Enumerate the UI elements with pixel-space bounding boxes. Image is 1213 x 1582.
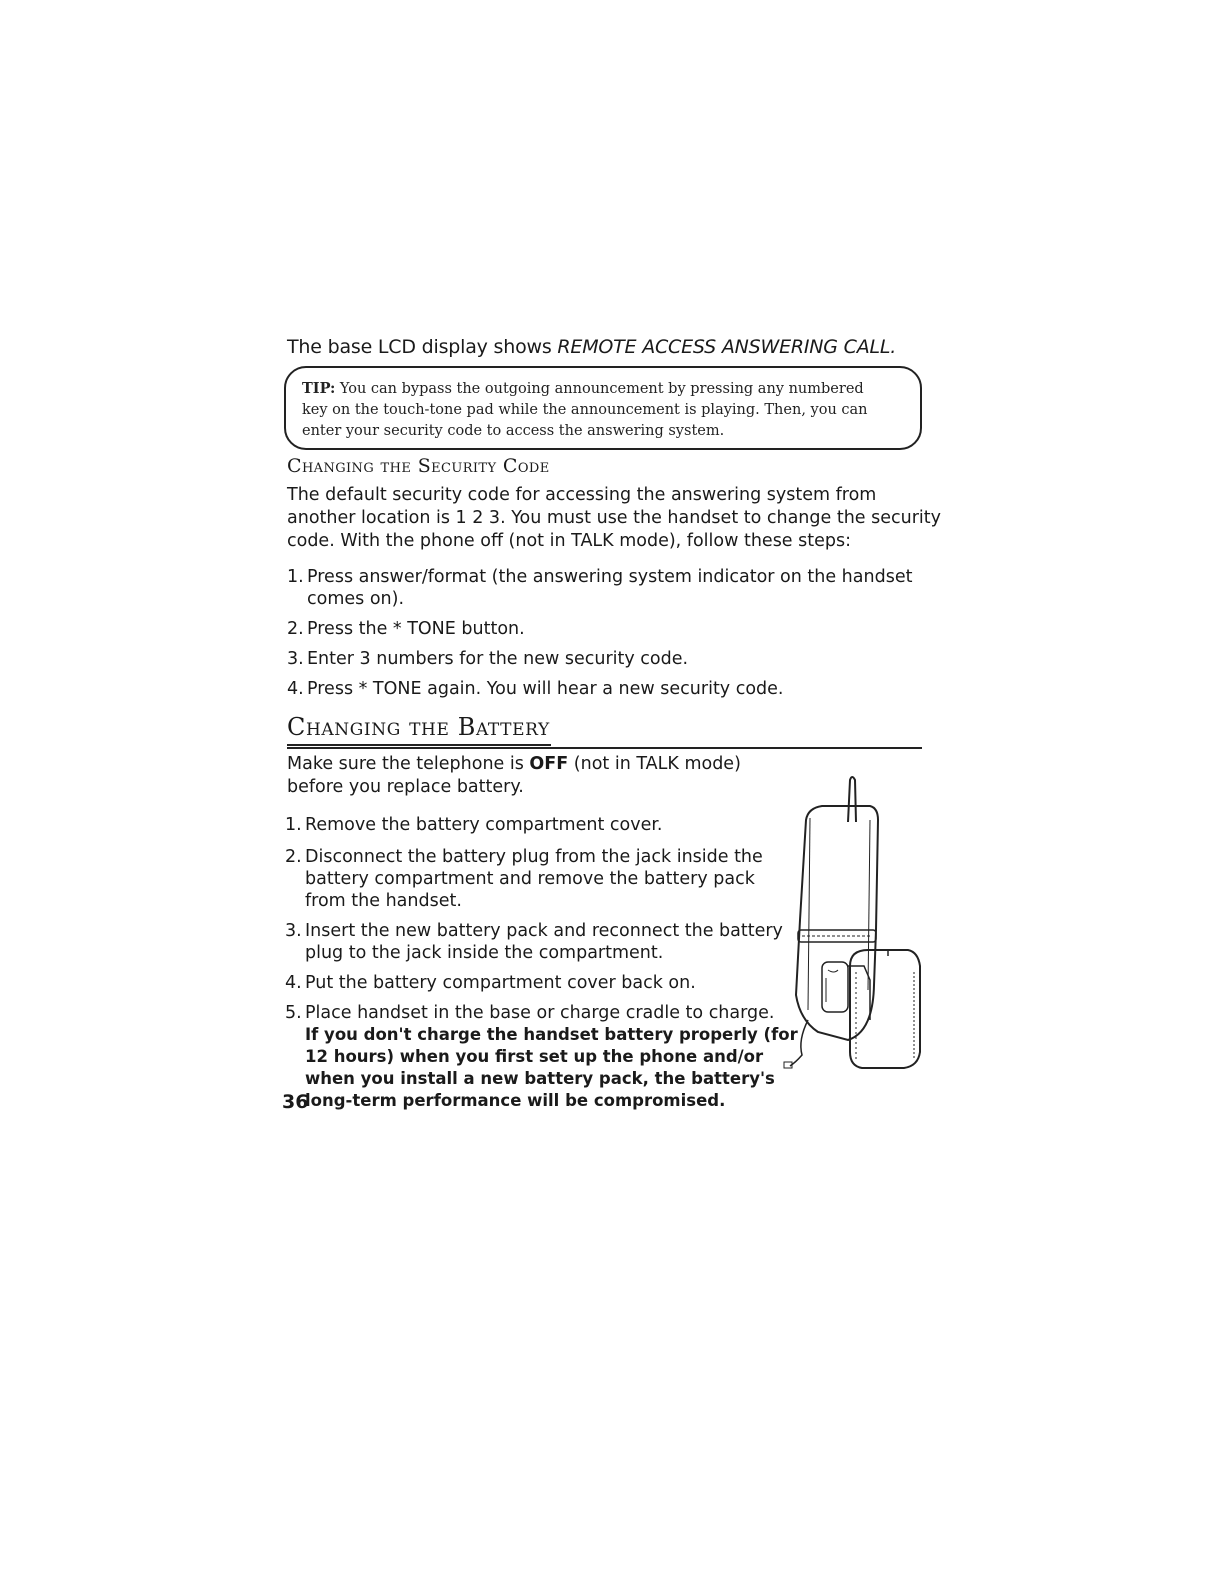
step-text: Press answer/format (the answering system indicator on the handset [307, 567, 913, 587]
step-number: 4. [287, 679, 304, 699]
battery-intro [287, 753, 757, 799]
step-text: Remove the battery compartment cover. [305, 815, 663, 835]
step-text: from the handset. [305, 891, 462, 911]
warning-line: If you don't charge the handset battery properly (for [305, 1025, 798, 1044]
step-text: Put the battery compartment cover back on. [305, 973, 696, 993]
lcd-display-text: REMOTE ACCESS ANSWERING CALL. [557, 336, 897, 358]
step-number: 4. [285, 973, 302, 993]
battery-heading: Changing the Battery [287, 713, 550, 741]
tip-line-1: You can bypass the outgoing announcement by pressing any numbered [335, 381, 864, 397]
step-text: Enter 3 numbers for the new security code. [307, 649, 689, 669]
step-number: 1. [287, 567, 304, 587]
list-item [287, 678, 927, 700]
step-number: 1. [285, 815, 302, 835]
step-number: 2. [287, 619, 304, 639]
security-paragraph-line: The default security code for accessing the answering system from [287, 485, 877, 505]
step-text: Insert the new battery pack and reconnect the battery [305, 921, 783, 941]
step-text: Disconnect the battery plug from the jack inside the [305, 847, 763, 867]
list-item [287, 648, 927, 670]
security-paragraph-line: code. With the phone off (not in TALK mode), follow these steps: [287, 531, 852, 551]
step-text: comes on). [307, 589, 405, 609]
charge-warning [285, 1024, 798, 1112]
step-number: 3. [287, 649, 304, 669]
step-text: plug to the jack inside the compartment. [305, 943, 664, 963]
security-paragraph [287, 484, 941, 553]
list-item [287, 618, 927, 640]
battery-intro-text: Make sure the telephone is [287, 754, 530, 774]
list-item [285, 920, 783, 964]
battery-intro-text: (not in TALK mode) [568, 754, 741, 774]
step-text: Place handset in the base or charge cradle to charge. [305, 1003, 775, 1023]
list-item [285, 846, 765, 912]
step-number: 2. [285, 847, 302, 867]
battery-steps [285, 814, 798, 1112]
step-text: battery compartment and remove the battery pack [305, 869, 755, 889]
step-text: Press the * TONE button. [307, 619, 525, 639]
step-number: 3. [285, 921, 302, 941]
list-item [285, 972, 765, 994]
tip-line-2: key on the touch-tone pad while the announcement is playing. Then, you can [302, 402, 868, 418]
tip-line-3: enter your security code to access the answering system. [302, 423, 725, 439]
intro-prefix: The base LCD display shows [287, 336, 558, 358]
security-steps [287, 566, 927, 700]
list-item [285, 814, 765, 836]
security-heading: Changing the Security Code [287, 455, 550, 477]
page-number: 36 [282, 1091, 309, 1113]
list-item [285, 1002, 798, 1112]
warning-line: 12 hours) when you first set up the phone and/or [305, 1047, 764, 1066]
security-paragraph-line: another location is 1 2 3. You must use the handset to change the security [287, 508, 941, 528]
step-text: Press * TONE again. You will hear a new security code. [307, 679, 784, 699]
tip-label: TIP: [302, 380, 336, 397]
warning-line: long-term performance will be compromised. [305, 1091, 726, 1110]
list-item [287, 566, 927, 610]
tip-text [302, 378, 912, 442]
heading-underline [287, 744, 551, 746]
intro-line [287, 336, 927, 358]
battery-intro-line-2: before you replace battery. [287, 777, 524, 797]
handset-battery-illustration [778, 770, 930, 1075]
off-emphasis: OFF [529, 754, 569, 774]
section-divider [287, 747, 922, 749]
warning-line: when you install a new battery pack, the battery's [305, 1069, 775, 1088]
step-number: 5. [285, 1003, 302, 1023]
